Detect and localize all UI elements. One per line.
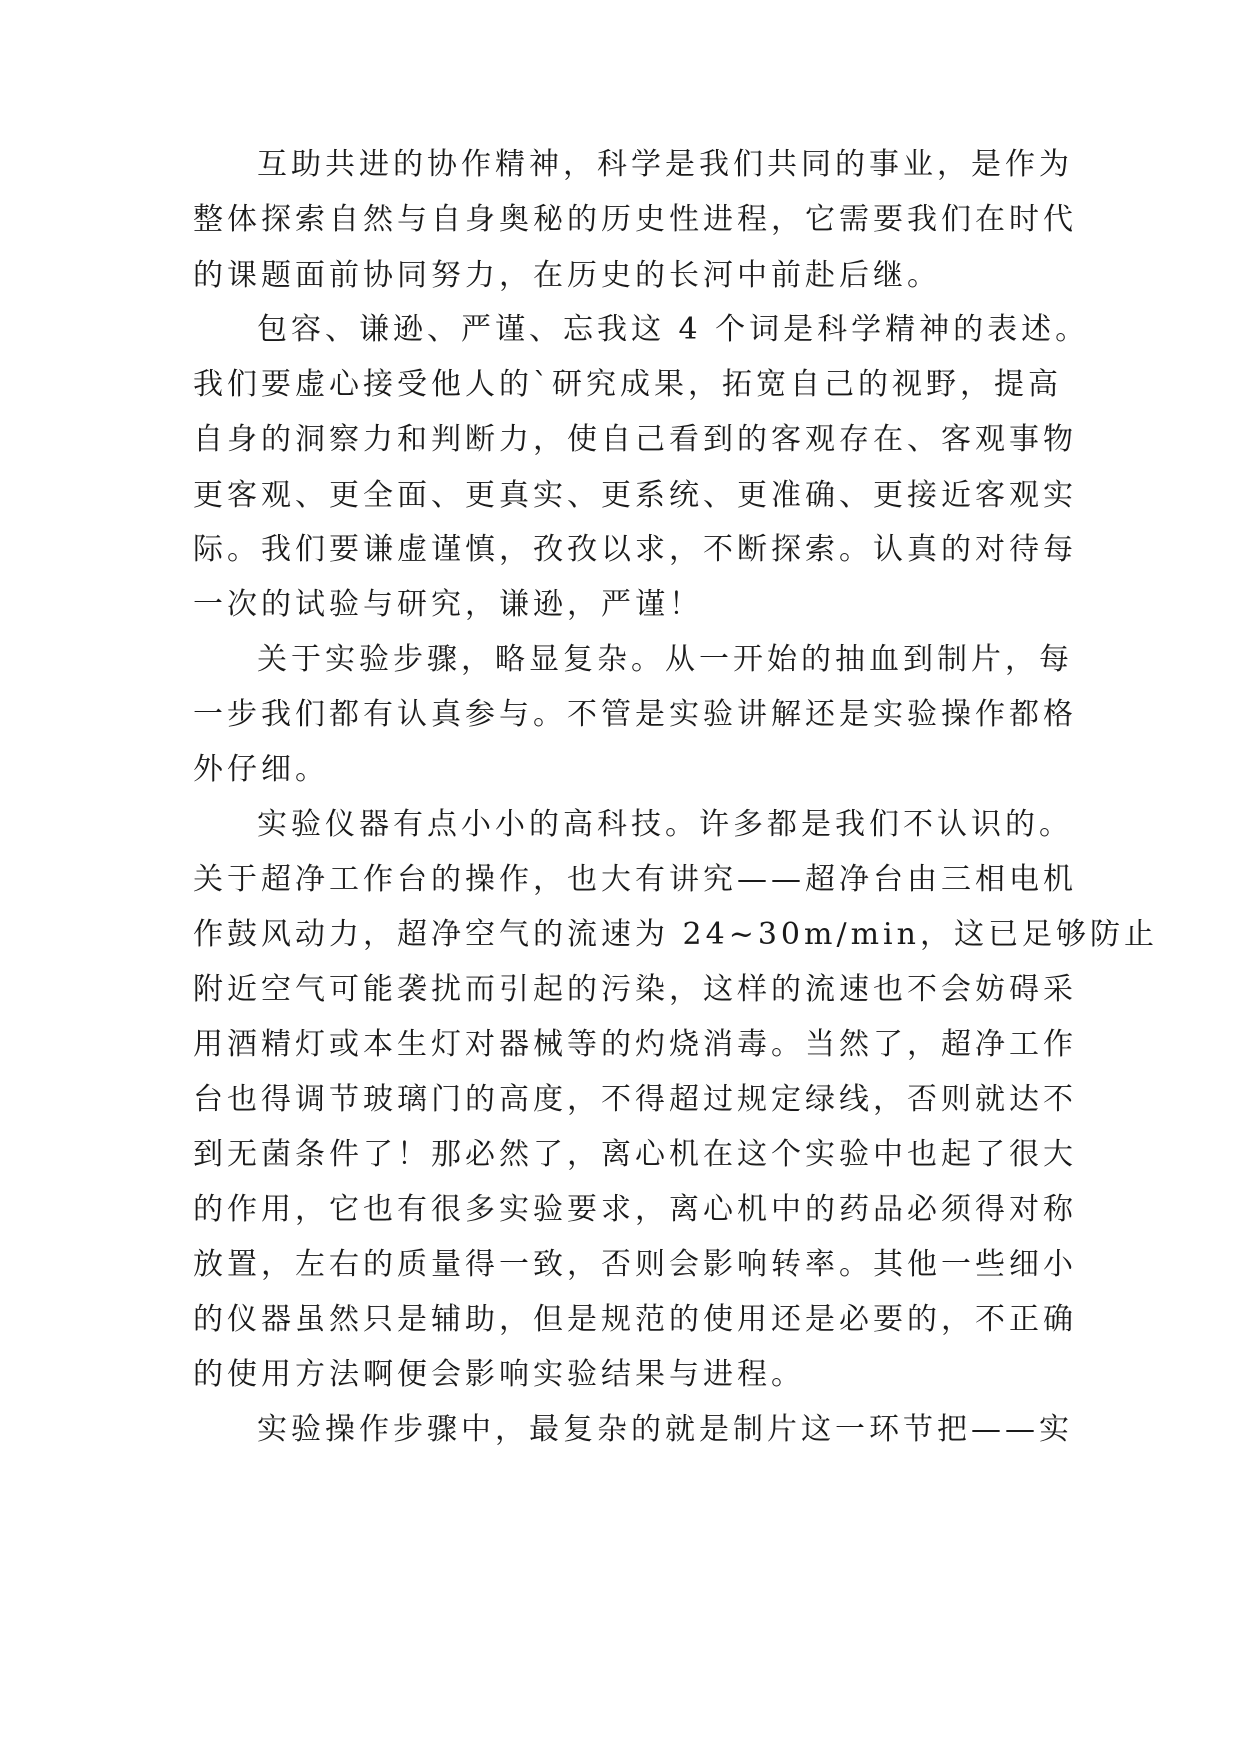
text-line: 更客观、更全面、更真实、更系统、更准确、更接近客观实 [193,478,1077,513]
text-line: 自身的洞察力和判断力，使自己看到的客观存在、客观事物 [193,422,1077,457]
text-line: 放置，左右的质量得一致，否则会影响转率。其他一些细小 [193,1247,1077,1282]
text-line: 一次的试验与研究，谦逊，严谨！ [193,587,703,622]
text-line: 我们要虚心接受他人的`研究成果，拓宽自己的视野，提高 [193,367,1062,402]
text-line: 实验操作步骤中，最复杂的就是制片这一环节把——实 [257,1412,1073,1447]
text-line: 作鼓风动力，超净空气的流速为 24~30m/min，这已足够防止 [193,917,1158,952]
text-line: 的课题面前协同努力，在历史的长河中前赴后继。 [193,258,941,293]
text-line: 包容、谦逊、严谨、忘我这 4 个词是科学精神的表述。 [257,312,1090,347]
text-line: 互助共进的协作精神，科学是我们共同的事业，是作为 [257,147,1073,182]
text-line: 的使用方法啊便会影响实验结果与进程。 [193,1357,805,1392]
text-line: 的仪器虽然只是辅助，但是规范的使用还是必要的，不正确 [193,1302,1077,1337]
text-line: 到无菌条件了！那必然了，离心机在这个实验中也起了很大 [193,1137,1077,1172]
text-line: 关于超净工作台的操作，也大有讲究——超净台由三相电机 [193,862,1077,897]
text-line: 关于实验步骤，略显复杂。从一开始的抽血到制片，每 [257,642,1073,677]
text-line: 一步我们都有认真参与。不管是实验讲解还是实验操作都格 [193,697,1077,732]
text-line: 外仔细。 [193,752,329,787]
text-line: 的作用，它也有很多实验要求，离心机中的药品必须得对称 [193,1192,1077,1227]
text-line: 整体探索自然与自身奥秘的历史性进程，它需要我们在时代 [193,202,1077,237]
text-line: 用酒精灯或本生灯对器械等的灼烧消毒。当然了，超净工作 [193,1027,1077,1062]
text-line: 台也得调节玻璃门的高度，不得超过规定绿线，否则就达不 [193,1082,1077,1117]
text-line: 际。我们要谦虚谨慎，孜孜以求，不断探索。认真的对待每 [193,532,1077,567]
text-line: 实验仪器有点小小的高科技。许多都是我们不认识的。 [257,807,1073,842]
text-line: 附近空气可能袭扰而引起的污染，这样的流速也不会妨碍采 [193,972,1077,1007]
